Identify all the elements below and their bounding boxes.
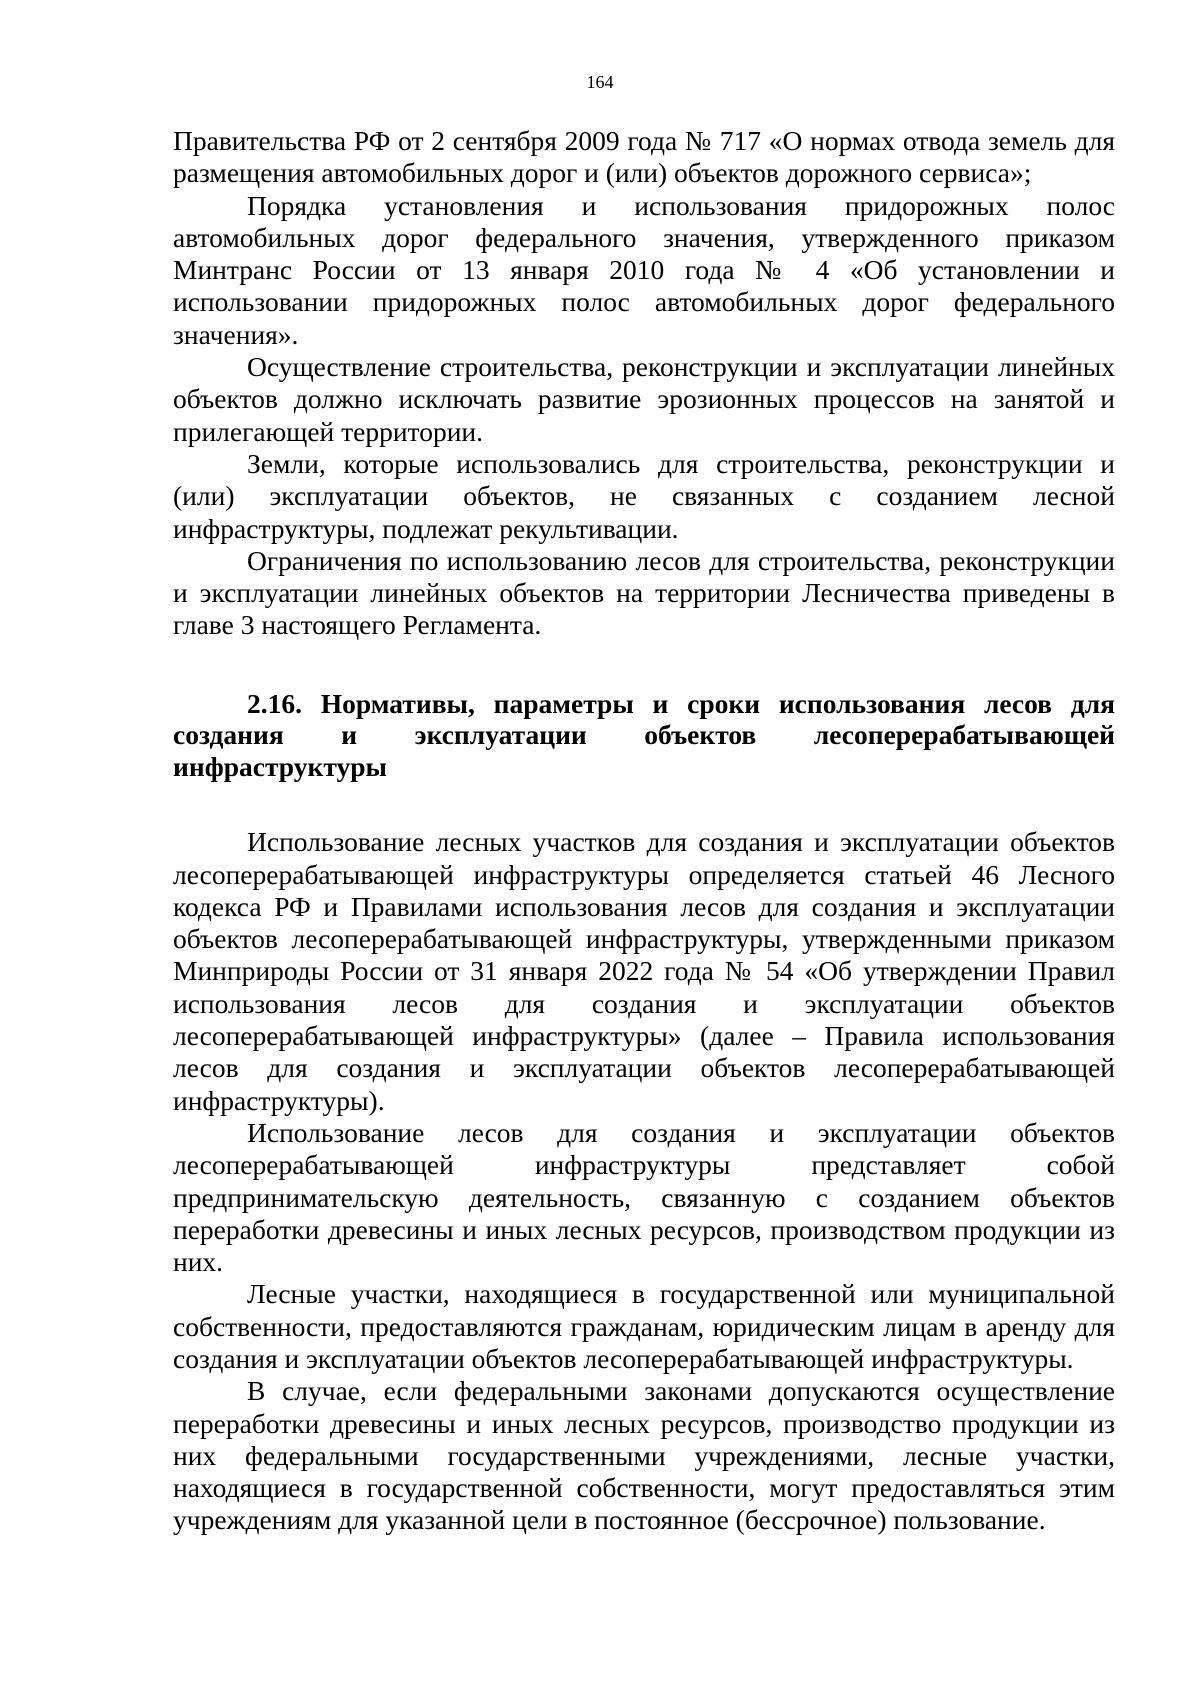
spacer <box>173 782 1115 826</box>
paragraph: Земли, которые использовались для строительства, реконструкции и (или) эксплуатации объектов, не связанных с созданием лесной инфраструктуры, подлежат рекультивации. <box>173 447 1115 544</box>
paragraph: Порядка установления и использования придорожных полос автомобильных дорог федерального значения, утвержденного приказом Минтранс России от 13 января 2010 года № 4 «Об установлении и использовании придорожных полос автомобильных дорог федерального значения». <box>173 189 1115 350</box>
section-heading: 2.16. Нормативы, параметры и сроки использования лесов для создания и эксплуатации объектов лесоперерабатывающей инфраструктуры <box>173 687 1115 782</box>
paragraph: Осуществление строительства, реконструкции и эксплуатации линейных объектов должно исключать развитие эрозионных процессов на занятой и прилегающей территории. <box>173 351 1115 447</box>
page-number: 164 <box>586 72 614 92</box>
paragraph: Лесные участки, находящиеся в государственной или муниципальной собственности, предоставляются гражданам, юридическим лицам в аренду для создания и эксплуатации объектов лесоперерабатывающей инфраструктуры. <box>173 1278 1115 1374</box>
paragraph: Использование лесных участков для создания и эксплуатации объектов лесоперерабатывающей инфраструктуры определяется статьей 46 Лесного кодекса РФ и Правилами использования лесов для создания и эксплуатации объектов лесоперерабатывающей инфраструктуры, утвержденными приказом Минприроды России от 31 января 2022 года № 54 «Об утверждении Правил использования лесов для создания и эксплуатации объектов лесоперерабатывающей инфраструктуры» (далее – Правила использования лесов для создания и эксплуатации объектов лесоперерабатывающей инфраструктуры). <box>173 826 1115 1116</box>
page-content <box>173 125 1115 1537</box>
paragraph: Ограничения по использованию лесов для строительства, реконструкции и эксплуатации линейных объектов на территории Лесничества приведены в главе 3 настоящего Регламента. <box>173 544 1115 641</box>
paragraph: В случае, если федеральными законами допускаются осуществление переработки древесины и иных лесных ресурсов, производство продукции из них федеральными государственными учреждениями, лесные участки, находящиеся в государственной собственности, могут предоставляться этим учреждениям для указанной цели в постоянное (бессрочное) пользование. <box>173 1375 1115 1536</box>
paragraph: Использование лесов для создания и эксплуатации объектов лесоперерабатывающей инфраструктуры представляет собой предпринимательскую деятельность, связанную с созданием объектов переработки древесины и иных лесных ресурсов, производством продукции из них. <box>173 1116 1115 1278</box>
paragraph: Правительства РФ от 2 сентября 2009 года № 717 «О нормах отвода земель для размещения автомобильных дорог и (или) объектов дорожного сервиса»; <box>173 125 1115 189</box>
